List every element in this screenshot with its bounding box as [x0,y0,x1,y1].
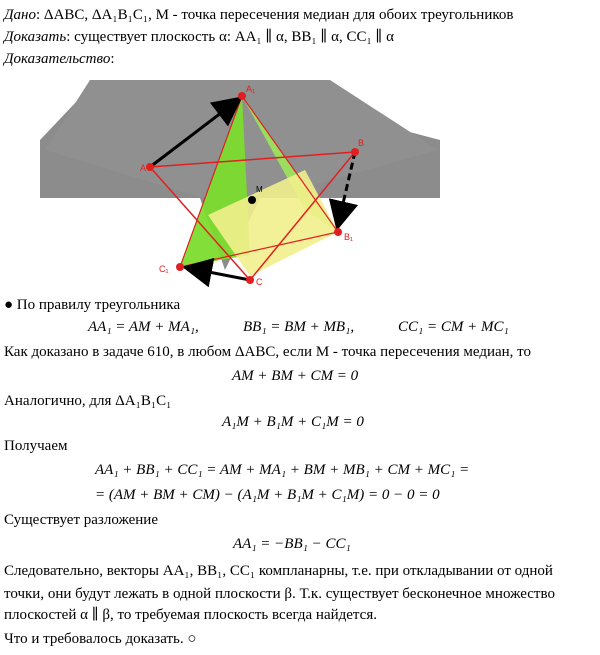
rule-line: ● По правилу треугольника [4,297,181,313]
equation-1c: CC₁ = CM + MC₁ [398,319,509,335]
label-a1: A₁ [246,84,256,94]
conclusion-line-1: Следовательно, векторы AA₁, BB₁, CC₁ компланарны, т.е. при откладывании от одной [4,563,553,579]
task-line: Как доказано в задаче 610, в любом ΔABC, если M - точка пересечения медиан, то [4,344,532,360]
proof-line [4,50,115,68]
get-line: Получаем [4,438,68,454]
equation-5: = (AM + BM + CM) − (A₁M + B₁M + C₁M) = 0 − 0 = 0 [95,487,440,503]
conclusion-line-3: плоскостей α ∥ β, то требуемая плоскость всегда найдется. [4,607,377,623]
label-b1: B₁ [344,232,354,242]
conclusion-line-2: точки, они будут лежать в одной плоскости β. Т.к. существует бесконечное множество [4,586,555,602]
equation-6: AA₁ = −BB₁ − CC₁ [233,536,351,552]
point-c [246,276,254,284]
equation-1a: AA₁ = AM + MA₁, [88,319,199,335]
given-line [4,6,513,24]
geometry-figure [40,70,440,300]
prove-label: Доказать [4,29,67,45]
point-b1 [334,228,342,236]
point-c1 [176,263,184,271]
decomp-line: Существует разложение [4,512,158,528]
prove-text: : существует плоскость α: AA₁ ∥ α, BB₁ ∥ α, CC₁ ∥ α [66,29,394,45]
label-c: C [256,277,263,287]
label-c1: C₁ [159,264,169,274]
given-label: Дано [4,7,36,23]
point-m [248,196,256,204]
prove-line [4,28,394,46]
given-text: : ΔABC, ΔA₁B₁C₁, M - точка пересечения медиан для обоих треугольников [36,7,514,23]
equation-4: AA₁ + BB₁ + CC₁ = AM + MA₁ + BM + MB₁ + CM + MC₁ = [95,462,470,478]
point-a [146,163,154,171]
equation-3: A₁M + B₁M + C₁M = 0 [222,414,364,430]
qed-line: Что и требовалось доказать. ○ [4,631,197,647]
proof-label: Доказательство [4,51,111,67]
proof-colon: : [110,51,115,67]
label-m: M [256,185,263,194]
equation-2: AM + BM + CM = 0 [232,368,359,384]
similar-line: Аналогично, для ΔA₁B₁C₁ [4,393,172,409]
point-b [351,148,359,156]
point-a1 [238,92,246,100]
label-a: A [140,163,147,173]
label-b: B [358,138,365,148]
equation-1b: BB₁ = BM + MB₁, [243,319,355,335]
